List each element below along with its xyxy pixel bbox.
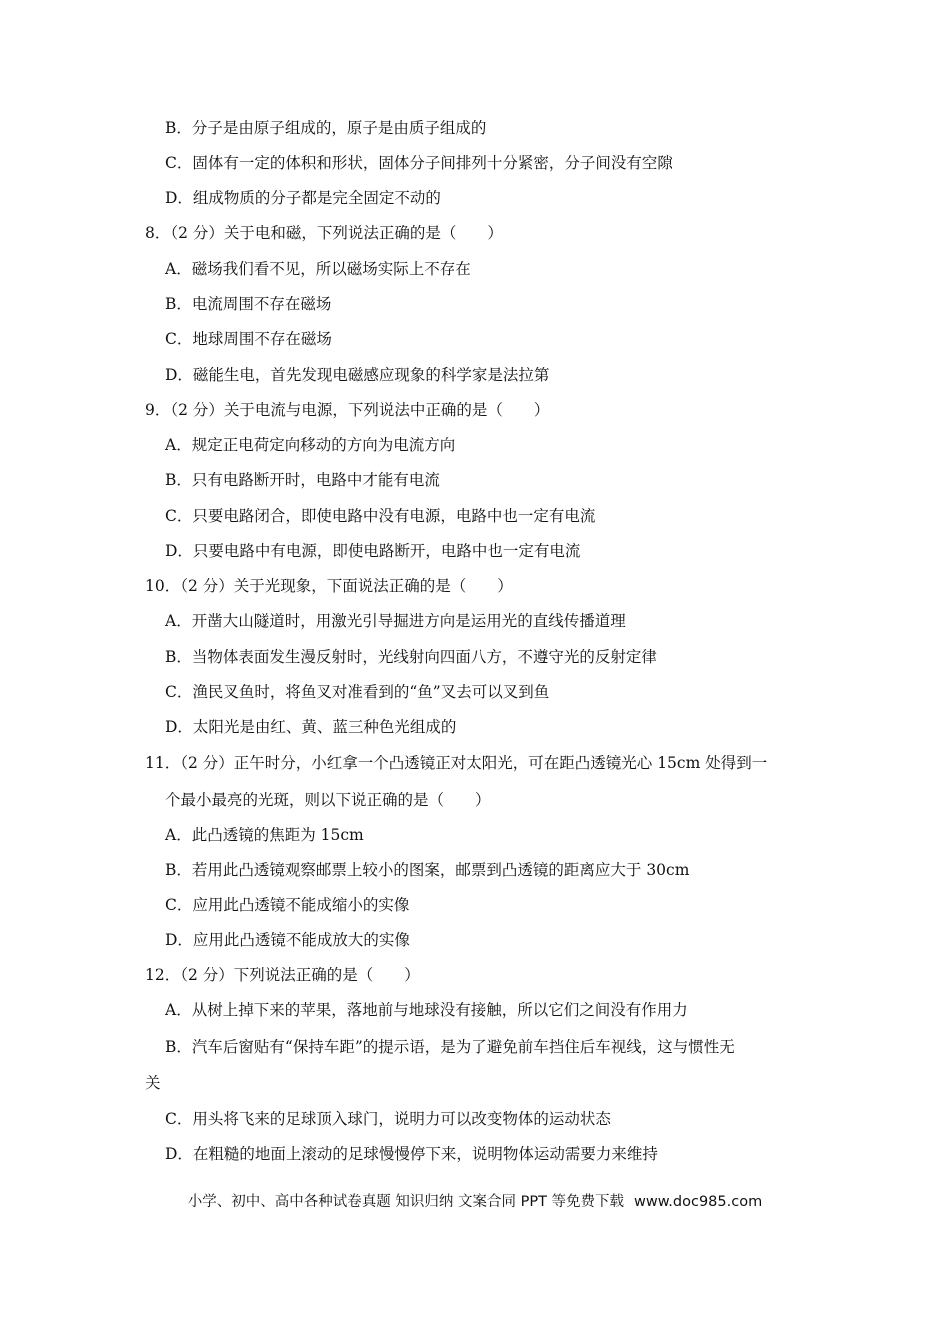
q10-stem: 10．（2 分）关于光现象，下面说法正确的是（ ）: [145, 577, 513, 595]
footer-url[interactable]: www.doc985.com: [634, 1194, 763, 1210]
q10-option-a: A．开凿大山隧道时，用激光引导掘进方向是运用光的直线传播道理: [165, 612, 626, 630]
footer-text: 小学、初中、高中各种试卷真题 知识归纳 文案合同 PPT 等免费下载: [187, 1194, 625, 1210]
q12-option-a: A．从树上掉下来的苹果，落地前与地球没有接触，所以它们之间没有作用力: [165, 1001, 688, 1019]
q8-stem: 8．（2 分）关于电和磁，下列说法正确的是（ ）: [145, 224, 503, 242]
q12-stem: 12．（2 分）下列说法正确的是（ ）: [145, 966, 420, 984]
q12-option-b-continuation: 关: [145, 1074, 161, 1092]
q8-option-b: B．电流周围不存在磁场: [165, 295, 332, 313]
q9-option-d: D．只要电路中有电源，即使电路断开，电路中也一定有电流: [165, 542, 581, 560]
q12-option-d: D．在粗糙的地面上滚动的足球慢慢停下来，说明物体运动需要力来维持: [165, 1145, 658, 1163]
q11-stem-line2: 个最小最亮的光斑，则以下说正确的是（ ）: [165, 791, 491, 809]
page-footer: [0, 1192, 950, 1212]
q10-option-c: C．渔民叉鱼时，将鱼叉对准看到的“鱼”叉去可以叉到鱼: [165, 683, 550, 701]
q10-option-b: B．当物体表面发生漫反射时，光线射向四面八方，不遵守光的反射定律: [165, 648, 657, 666]
q11-option-d: D．应用此凸透镜不能成放大的实像: [165, 931, 410, 949]
q12-option-b: B．汽车后窗贴有“保持车距”的提示语，是为了避免前车挡住后车视线，这与惯性无: [165, 1038, 735, 1056]
q8-option-d: D．磁能生电，首先发现电磁感应现象的科学家是法拉第: [165, 366, 550, 384]
q7-option-c: C．固体有一定的体积和形状，固体分子间排列十分紧密，分子间没有空隙: [165, 154, 673, 172]
q9-stem: 9．（2 分）关于电流与电源，下列说法中正确的是（ ）: [145, 401, 550, 419]
q7-option-d: D．组成物质的分子都是完全固定不动的: [165, 189, 441, 207]
q9-option-b: B．只有电路断开时，电路中才能有电流: [165, 471, 440, 489]
q10-option-d: D．太阳光是由红、黄、蓝三种色光组成的: [165, 718, 457, 736]
q11-option-c: C．应用此凸透镜不能成缩小的实像: [165, 896, 410, 914]
q8-option-a: A．磁场我们看不见，所以磁场实际上不存在: [165, 260, 471, 278]
q7-option-b: B．分子是由原子组成的，原子是由质子组成的: [165, 119, 487, 137]
q12-option-c: C．用头将飞来的足球顶入球门，说明力可以改变物体的运动状态: [165, 1110, 611, 1128]
q9-option-a: A．规定正电荷定向移动的方向为电流方向: [165, 436, 456, 454]
q11-stem-line1: 11．（2 分）正午时分，小红拿一个凸透镜正对太阳光，可在距凸透镜光心 15cm 处得到一: [145, 754, 768, 772]
q11-option-a: A．此凸透镜的焦距为 15cm: [165, 826, 364, 844]
q11-option-b: B．若用此凸透镜观察邮票上较小的图案，邮票到凸透镜的距离应大于 30cm: [165, 861, 690, 879]
q8-option-c: C．地球周围不存在磁场: [165, 330, 332, 348]
q9-option-c: C．只要电路闭合，即使电路中没有电源，电路中也一定有电流: [165, 507, 596, 525]
